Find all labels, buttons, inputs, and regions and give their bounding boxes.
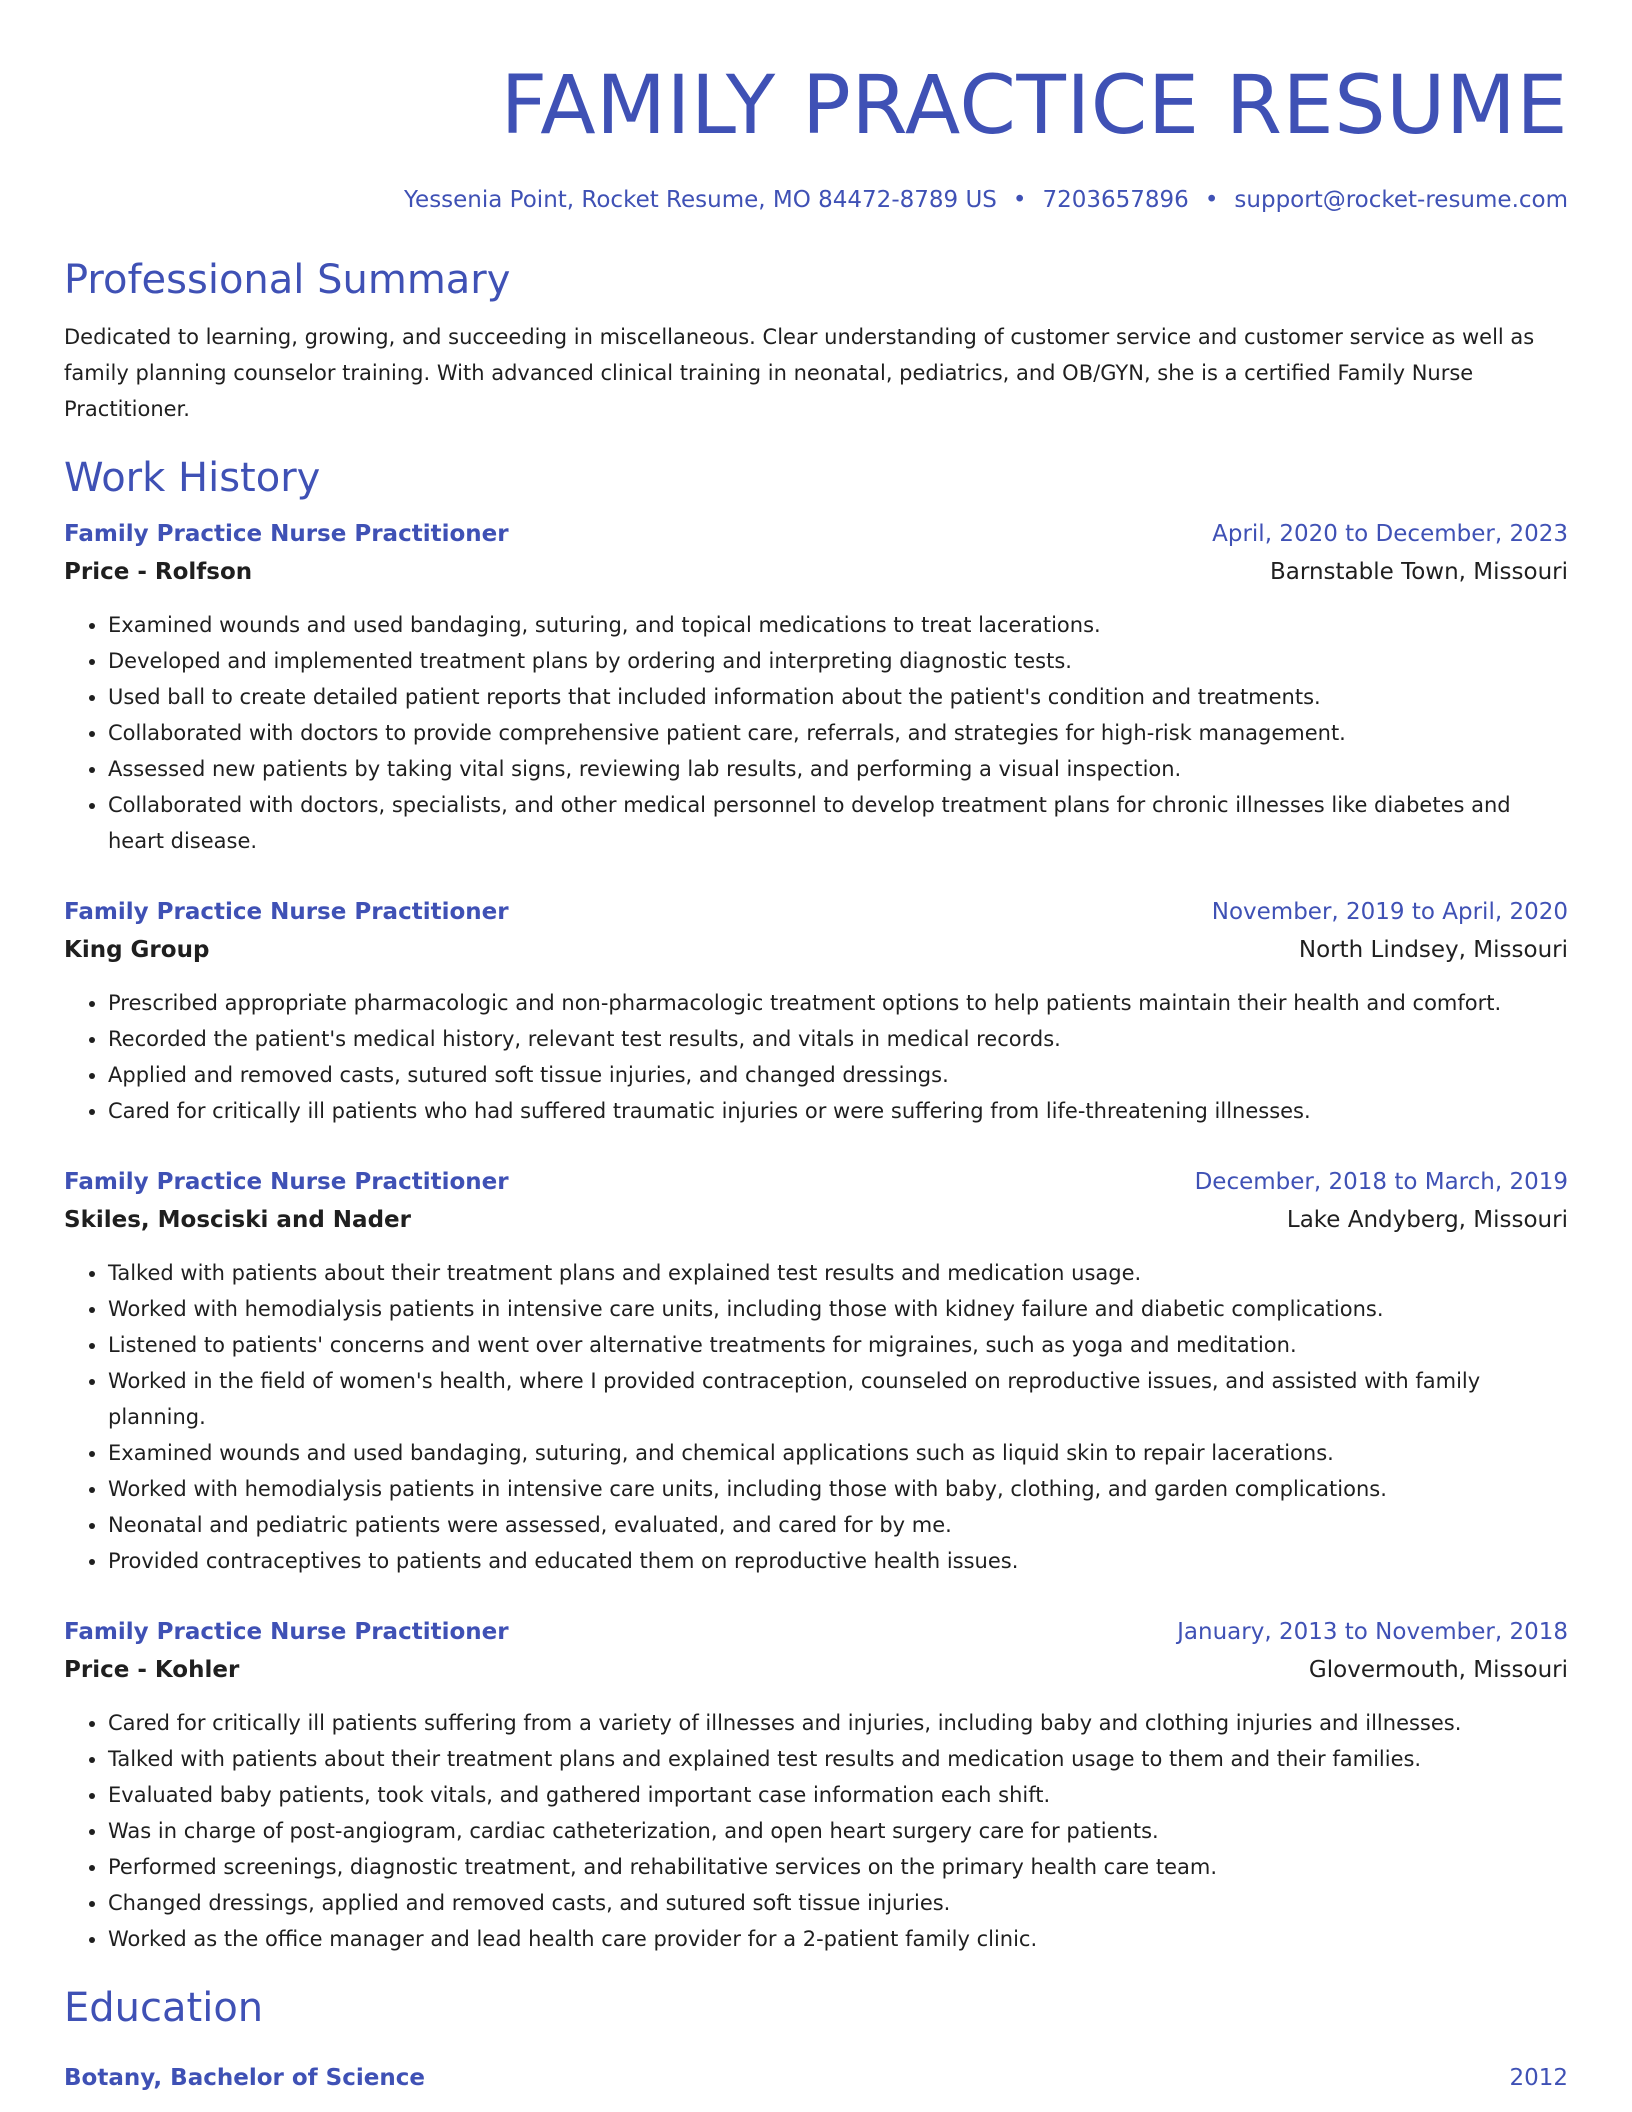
job-duties-list bbox=[64, 607, 1568, 859]
education-year: 2012 bbox=[1509, 2065, 1568, 2091]
job-duty: • Changed dressings, applied and removed casts, and sutured soft tissue injuries. bbox=[108, 1885, 1568, 1921]
job-title: Family Practice Nurse Practitioner bbox=[64, 899, 509, 925]
contact-separator: • bbox=[1204, 187, 1219, 213]
job-location: Lake Andyberg, Missouri bbox=[1286, 1207, 1568, 1233]
job-location: Glovermouth, Missouri bbox=[1308, 1657, 1568, 1683]
job-duty: • Collaborated with doctors to provide comprehensive patient care, referrals, and strategies for high-risk management. bbox=[108, 715, 1568, 751]
resume-title: FAMILY PRACTICE RESUME bbox=[500, 59, 1568, 153]
job-title: Family Practice Nurse Practitioner bbox=[64, 1169, 509, 1195]
job-employer: King Group bbox=[64, 937, 210, 963]
job-duty: • Worked in the field of women's health, where I provided contraception, counseled on reproductive issues, and assisted with family planning. bbox=[108, 1363, 1568, 1435]
job-employer: Price - Rolfson bbox=[64, 559, 253, 585]
job-employer-row bbox=[64, 1647, 1568, 1685]
job-entry bbox=[64, 519, 1568, 859]
job-duty: • Cared for critically ill patients suffering from a variety of illnesses and injuries, including baby and clothing injuries and illnesses. bbox=[108, 1705, 1568, 1741]
education-degree: Botany, Bachelor of Science bbox=[64, 2065, 425, 2091]
job-header-row bbox=[64, 897, 1568, 927]
contact-separator: • bbox=[1012, 187, 1027, 213]
job-duty: • Examined wounds and used bandaging, suturing, and chemical applications such as liquid skin to repair lacerations. bbox=[108, 1435, 1568, 1471]
job-duty: • Listened to patients' concerns and went over alternative treatments for migraines, such as yoga and meditation. bbox=[108, 1327, 1568, 1363]
job-duty: • Worked with hemodialysis patients in intensive care units, including those with baby, clothing, and garden complications. bbox=[108, 1471, 1568, 1507]
job-duty: • Evaluated baby patients, took vitals, and gathered important case information each shift. bbox=[108, 1777, 1568, 1813]
job-entry bbox=[64, 1617, 1568, 1957]
job-duties-list bbox=[64, 985, 1568, 1129]
job-duty: • Talked with patients about their treatment plans and explained test results and medication usage. bbox=[108, 1255, 1568, 1291]
job-location: North Lindsey, Missouri bbox=[1298, 937, 1568, 963]
contact-line bbox=[64, 185, 1568, 215]
job-header-row bbox=[64, 1167, 1568, 1197]
education-heading: Education bbox=[64, 1985, 264, 2031]
job-duties-list bbox=[64, 1705, 1568, 1957]
job-duty: • Neonatal and pediatric patients were assessed, evaluated, and cared for by me. bbox=[108, 1507, 1568, 1543]
resume-page bbox=[64, 0, 1568, 2093]
job-duties-list bbox=[64, 1255, 1568, 1579]
job-header-row bbox=[64, 519, 1568, 549]
job-header-row bbox=[64, 1617, 1568, 1647]
job-duty: • Talked with patients about their treatment plans and explained test results and medication usage to them and their families. bbox=[108, 1741, 1568, 1777]
job-duty: • Worked with hemodialysis patients in intensive care units, including those with kidney failure and diabetic complications. bbox=[108, 1291, 1568, 1327]
contact-address: Yessenia Point, Rocket Resume, MO 84472-8789 US bbox=[404, 187, 997, 213]
job-entry bbox=[64, 897, 1568, 1129]
job-title: Family Practice Nurse Practitioner bbox=[64, 521, 509, 547]
job-duty: • Performed screenings, diagnostic treatment, and rehabilitative services on the primary health care team. bbox=[108, 1849, 1568, 1885]
job-employer-row bbox=[64, 1197, 1568, 1235]
job-duty: • Worked as the office manager and lead health care provider for a 2-patient family clinic. bbox=[108, 1921, 1568, 1957]
job-duty: • Assessed new patients by taking vital signs, reviewing lab results, and performing a visual inspection. bbox=[108, 751, 1568, 787]
job-dates: April, 2020 to December, 2023 bbox=[1212, 521, 1568, 547]
job-entry bbox=[64, 1167, 1568, 1579]
summary-text: Dedicated to learning, growing, and succeeding in miscellaneous. Clear understanding of customer service and customer service as well as family planning counselor training. With advanced clinical training in neonatal, pediatrics, and OB/GYN, she is a certified Family Nurse Practitioner. bbox=[64, 325, 1535, 421]
job-dates: December, 2018 to March, 2019 bbox=[1194, 1169, 1568, 1195]
job-dates: January, 2013 to November, 2018 bbox=[1177, 1619, 1568, 1645]
job-employer-row bbox=[64, 549, 1568, 587]
job-employer: Skiles, Mosciski and Nader bbox=[64, 1207, 411, 1233]
job-duty: • Prescribed appropriate pharmacologic and non-pharmacologic treatment options to help patients maintain their health and comfort. bbox=[108, 985, 1568, 1021]
job-duty: • Provided contraceptives to patients and educated them on reproductive health issues. bbox=[108, 1543, 1568, 1579]
job-duty: • Examined wounds and used bandaging, suturing, and topical medications to treat lacerations. bbox=[108, 607, 1568, 643]
job-duty: • Cared for critically ill patients who had suffered traumatic injuries or were suffering from life-threatening illnesses. bbox=[108, 1093, 1568, 1129]
job-duty: • Was in charge of post-angiogram, cardiac catheterization, and open heart surgery care for patients. bbox=[108, 1813, 1568, 1849]
contact-email: support@rocket-resume.com bbox=[1234, 187, 1568, 213]
job-duty: • Collaborated with doctors, specialists, and other medical personnel to develop treatment plans for chronic illnesses like diabetes and heart disease. bbox=[108, 787, 1568, 859]
summary-heading: Professional Summary bbox=[64, 257, 511, 303]
job-employer-row bbox=[64, 927, 1568, 965]
contact-phone: 7203657896 bbox=[1042, 187, 1189, 213]
job-dates: November, 2019 to April, 2020 bbox=[1211, 899, 1568, 925]
job-location: Barnstable Town, Missouri bbox=[1270, 559, 1568, 585]
job-duty: • Recorded the patient's medical history, relevant test results, and vitals in medical records. bbox=[108, 1021, 1568, 1057]
job-duty: • Used ball to create detailed patient reports that included information about the patient's condition and treatments. bbox=[108, 679, 1568, 715]
job-duty: • Developed and implemented treatment plans by ordering and interpreting diagnostic tests. bbox=[108, 643, 1568, 679]
job-title: Family Practice Nurse Practitioner bbox=[64, 1619, 509, 1645]
work-history-heading: Work History bbox=[64, 455, 321, 501]
job-duty: • Applied and removed casts, sutured soft tissue injuries, and changed dressings. bbox=[108, 1057, 1568, 1093]
job-employer: Price - Kohler bbox=[64, 1657, 240, 1683]
education-entry bbox=[64, 2063, 1568, 2093]
